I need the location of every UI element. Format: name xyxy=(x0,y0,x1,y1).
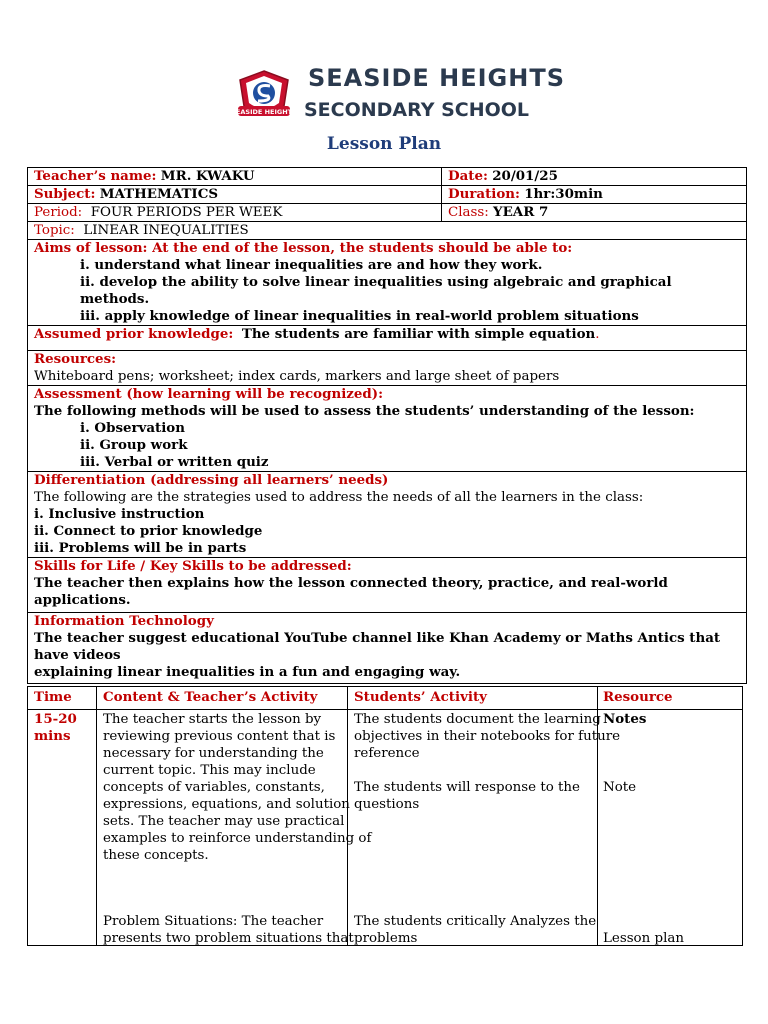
teacher-label: Teacher’s name: xyxy=(34,168,157,184)
students-block-3 xyxy=(354,913,596,947)
skills-label: Skills for Life / Key Skills to be addressed: xyxy=(34,558,352,574)
students-line: problems xyxy=(354,931,418,946)
assessment-item: ii. Group work xyxy=(80,437,188,453)
assessment-row xyxy=(28,386,746,472)
resource-note: Note xyxy=(603,780,637,795)
it-line2: explaining linear inequalities in a fun and engaging way. xyxy=(34,664,461,680)
time-line: mins xyxy=(34,728,71,744)
content-block-2 xyxy=(103,913,354,947)
content-line: The teacher starts the lesson by xyxy=(103,712,322,727)
resource-notes: Notes xyxy=(603,711,647,727)
content-line: expressions, equations, and solution xyxy=(103,797,350,812)
students-line: The students document the learning xyxy=(354,712,601,727)
prior-label: Assumed prior knowledge: xyxy=(34,326,234,342)
date-value: 20/01/25 xyxy=(492,168,558,184)
differentiation-item: ii. Connect to prior knowledge xyxy=(34,523,263,539)
differentiation-item: i. Inclusive instruction xyxy=(34,506,205,522)
content-line: these concepts. xyxy=(103,848,209,863)
prior-dot: . xyxy=(595,327,600,342)
period-class-row xyxy=(28,204,746,222)
content-line: sets. The teacher may use practical xyxy=(103,814,345,829)
information-technology-row xyxy=(28,613,746,684)
date-label: Date: xyxy=(448,168,488,184)
duration-label: Duration: xyxy=(448,186,520,202)
school-logo xyxy=(232,68,296,122)
content-line: Problem Situations: The teacher xyxy=(103,914,324,929)
resource-lesson-plan: Lesson plan xyxy=(603,931,684,946)
aims-row xyxy=(28,240,746,326)
content-line: necessary for understanding the xyxy=(103,746,324,761)
topic-label: Topic: xyxy=(34,223,75,238)
document-title: Lesson Plan xyxy=(326,134,442,154)
assessment-item: iii. Verbal or written quiz xyxy=(80,454,269,470)
it-label: Information Technology xyxy=(34,613,214,629)
school-name-line2: SECONDARY SCHOOL xyxy=(304,99,530,121)
assessment-intro: The following methods will be used to assess the students’ understanding of the lesson: xyxy=(34,403,695,419)
students-line: reference xyxy=(354,746,420,761)
content-line: examples to reinforce understanding of xyxy=(103,831,372,846)
time-cell xyxy=(34,711,77,745)
teacher-value: MR. KWAKU xyxy=(160,168,255,184)
students-line: The students will response to the xyxy=(354,780,580,795)
class-value: YEAR 7 xyxy=(493,204,549,220)
aims-heading: Aims of lesson: At the end of the lesson, the students should be able to: xyxy=(34,240,573,256)
prior-knowledge-row xyxy=(28,326,746,351)
differentiation-intro: The following are the strategies used to address the needs of all the learners in the class: xyxy=(34,490,644,505)
students-line: objectives in their notebooks for future xyxy=(354,729,621,744)
students-line: The students critically Analyzes the xyxy=(354,914,597,929)
resources-row xyxy=(28,351,746,386)
duration-value: 1hr:30min xyxy=(524,186,603,202)
aim-item: ii. develop the ability to solve linear inequalities using algebraic and graphical methods. xyxy=(80,274,672,307)
students-line: questions xyxy=(354,797,420,812)
students-block-1 xyxy=(354,711,620,762)
resources-label: Resources: xyxy=(34,351,117,367)
assessment-label: Assessment (how learning will be recognized): xyxy=(34,386,384,402)
time-line: 15-20 xyxy=(34,711,77,727)
resources-value: Whiteboard pens; worksheet; index cards, markers and large sheet of papers xyxy=(34,369,560,384)
class-label: Class: xyxy=(448,205,489,220)
header-students: Students’ Activity xyxy=(354,689,487,705)
students-block-2 xyxy=(354,779,580,813)
subject-label: Subject: xyxy=(34,186,96,202)
content-block-1 xyxy=(103,711,371,864)
differentiation-label: Differentiation (addressing all learners’ needs) xyxy=(34,472,389,488)
aim-item: i. understand what linear inequalities are and how they work. xyxy=(80,257,543,273)
topic-value: LINEAR INEQUALITIES xyxy=(83,223,249,238)
school-name-line1: SEASIDE HEIGHTS xyxy=(308,64,565,92)
teacher-date-row xyxy=(28,168,746,186)
content-line: concepts of variables, constants, xyxy=(103,780,325,795)
content-line: presents two problem situations that xyxy=(103,931,354,946)
header-resource: Resource xyxy=(603,689,673,705)
activity-table xyxy=(27,686,743,946)
subject-value: MATHEMATICS xyxy=(99,186,219,202)
differentiation-item: iii. Problems will be in parts xyxy=(34,540,247,556)
period-label: Period: xyxy=(34,205,83,220)
logo-text: SEASIDE HEIGHTS xyxy=(232,108,296,116)
content-line: current topic. This may include xyxy=(103,763,316,778)
skills-value: The teacher then explains how the lesson connected theory, practice, and real-world applications. xyxy=(34,575,668,608)
aim-item: iii. apply knowledge of linear inequalities in real-world problem situations xyxy=(80,308,639,324)
assessment-item: i. Observation xyxy=(80,420,185,436)
content-line: reviewing previous content that is xyxy=(103,729,336,744)
lesson-info-table xyxy=(27,167,747,684)
skills-row xyxy=(28,558,746,613)
differentiation-row xyxy=(28,472,746,558)
header-content: Content & Teacher’s Activity xyxy=(103,689,318,705)
topic-row xyxy=(28,222,746,240)
subject-duration-row xyxy=(28,186,746,204)
period-value: FOUR PERIODS PER WEEK xyxy=(90,205,283,220)
prior-value: The students are familiar with simple equation xyxy=(241,326,596,342)
header-time: Time xyxy=(34,689,72,705)
it-line1: The teacher suggest educational YouTube channel like Khan Academy or Maths Antics that have videos xyxy=(34,630,721,663)
